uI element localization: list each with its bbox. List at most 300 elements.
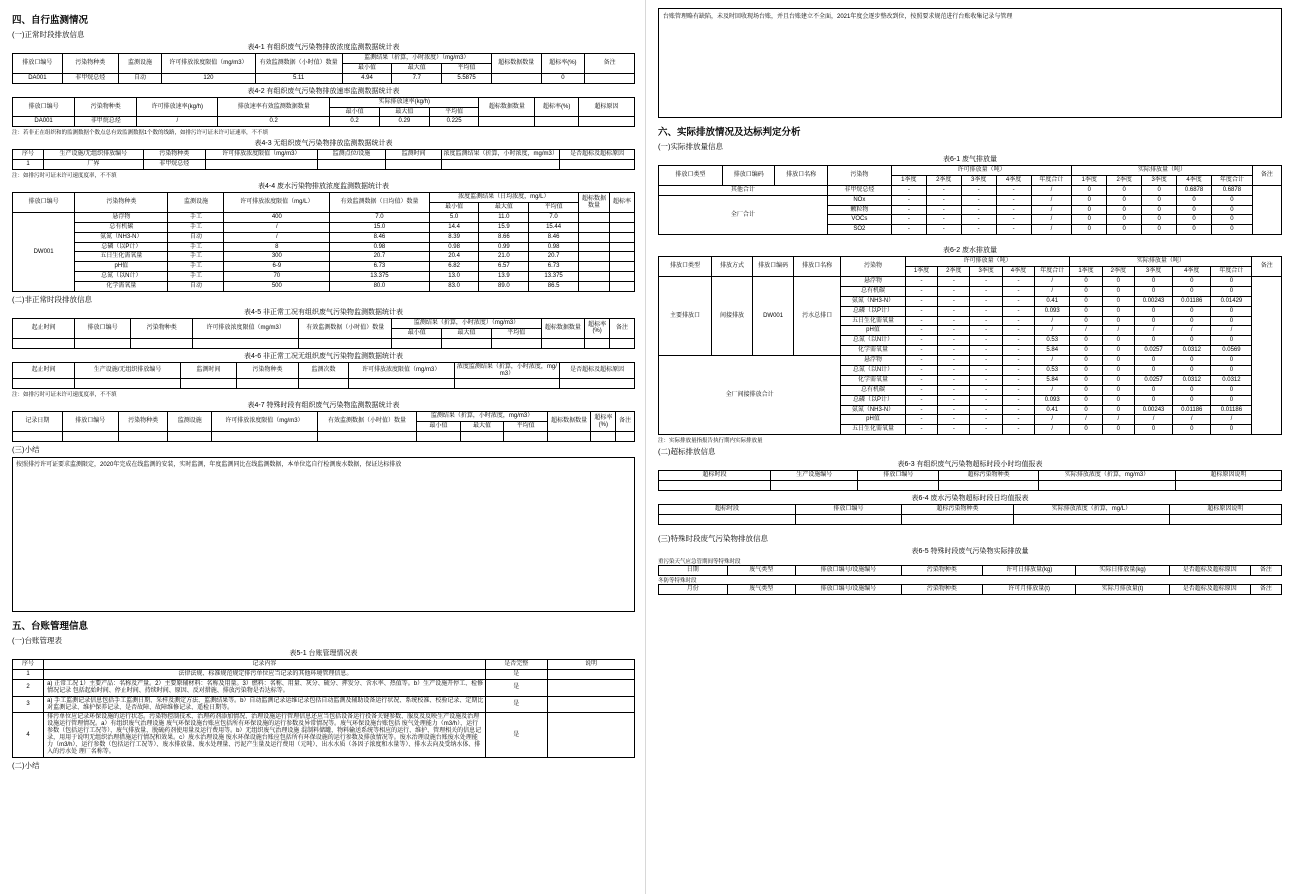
cell: / bbox=[1031, 225, 1072, 235]
th-exceed-rate: 超标率 bbox=[610, 193, 635, 213]
table-row bbox=[13, 242, 635, 252]
section-4-summary-box: 按照排污许可证要求监测限定，2020年完成在线监测的安装，实时监测，年度监测同比在线监测数据，本单位迄自行检测废水数据，保证达标排放 bbox=[12, 457, 635, 612]
th-point: 监测点位/设施 bbox=[317, 150, 385, 160]
cell-mode: 间接排放 bbox=[711, 277, 752, 356]
cell: - bbox=[961, 195, 996, 205]
th-exceed-count: 超标数据数量 bbox=[547, 412, 591, 432]
cell: DA001 bbox=[13, 73, 63, 83]
th-permit-amount: 许可排放量（吨） bbox=[905, 257, 1070, 267]
cell bbox=[299, 379, 349, 389]
cell: - bbox=[1002, 405, 1034, 415]
cell: 0 bbox=[1134, 425, 1172, 435]
cell: pH值 bbox=[841, 326, 906, 336]
cell: 0 bbox=[1211, 306, 1252, 316]
cell bbox=[491, 338, 541, 348]
cell: 0 bbox=[1211, 395, 1252, 405]
cell: 0.01186 bbox=[1173, 296, 1211, 306]
cell: 0 bbox=[1070, 405, 1102, 415]
cell: 0.093 bbox=[1035, 395, 1070, 405]
cell: - bbox=[961, 185, 996, 195]
cell: 0 bbox=[1173, 356, 1211, 366]
cell: 7.0 bbox=[330, 212, 430, 222]
cell: 0 bbox=[1211, 366, 1252, 376]
cell: 颗粒物 bbox=[827, 205, 891, 215]
cell: 悬浮物 bbox=[841, 277, 906, 287]
th-outlet-code: 排放口编码 bbox=[753, 257, 794, 277]
cell bbox=[62, 432, 118, 442]
cell bbox=[578, 117, 634, 127]
cell: 五日生化需氧量 bbox=[841, 425, 906, 435]
cell: 0 bbox=[1134, 356, 1172, 366]
cell-remark bbox=[1252, 277, 1282, 435]
cell: NOx bbox=[827, 195, 891, 205]
cell bbox=[610, 242, 635, 252]
th-pollutant: 污染物 bbox=[827, 166, 891, 186]
cell: 总氮（以N计） bbox=[75, 272, 168, 282]
cell: 0 bbox=[1134, 366, 1172, 376]
cell: 0.41 bbox=[1035, 296, 1070, 306]
cell: 20.7 bbox=[529, 252, 579, 262]
cell: 五日生化需氧量 bbox=[75, 252, 168, 262]
th-pollutant: 污染物种类 bbox=[143, 150, 205, 160]
cell: 0.0569 bbox=[1211, 346, 1252, 356]
cell: 0.0312 bbox=[1173, 375, 1211, 385]
cell bbox=[578, 282, 609, 292]
cell: / bbox=[1031, 185, 1072, 195]
cell: 6-9 bbox=[224, 262, 330, 272]
cell: 非甲烷总烃 bbox=[827, 185, 891, 195]
cell bbox=[1176, 481, 1282, 491]
th-permit-amount: 许可排放量（吨） bbox=[891, 166, 1071, 176]
th-outlet-code: 排放口编码 bbox=[723, 166, 775, 186]
cell: 0.98 bbox=[529, 242, 579, 252]
cell: - bbox=[891, 215, 926, 225]
th-outlet-name: 排放口名称 bbox=[794, 257, 841, 277]
table-4-1-title: 表4-1 有组织废气污染物排放浓度监测数据统计表 bbox=[247, 44, 400, 51]
cell: 5.5875 bbox=[442, 73, 492, 83]
cell: - bbox=[970, 415, 1002, 425]
th-facility: 生产设施/无组织排放编号 bbox=[75, 362, 181, 379]
table-row bbox=[13, 232, 635, 242]
cell bbox=[901, 514, 1013, 524]
cell: 悬浮物 bbox=[75, 212, 168, 222]
cell: 是 bbox=[485, 713, 547, 757]
cell: 8.46 bbox=[529, 232, 579, 242]
cell: a) 正常工况 1）主要产品：名称及产量。2）主要原辅材料：名称及用量。3）燃料：名称、用量、灰分、硫分、挥发分、含水率、热值等。b）生产设施开停工、检修情况记录 包括起始时间、停止时间、持续时间、原因、反对措施、排放污染物是否达标等。 bbox=[44, 679, 486, 696]
table-row bbox=[659, 565, 1282, 575]
cell-group-total: 全厂合计 bbox=[659, 195, 828, 235]
cell: 0.225 bbox=[429, 117, 479, 127]
section-4-title: 四、自行监测情况 bbox=[12, 15, 89, 26]
cell: 非甲烷总烃 bbox=[62, 73, 118, 83]
cell bbox=[560, 160, 635, 170]
cell: 排污单位应记录环保设施的运行状态。污染物控制技术、治理药剂添加情况、治理设施运行管理信息还应当包括设备运行投备关键参数、服反及反映生产设施及治理设施运行管理情况。a）有组织废气治理设施 废气环保设施台账应包括所有环保设施的运行参数及异常情况等。废气环保设施台账包括 废气处理能力（m3/h）、运行参数（包括运行工况等）、废气排放量、脱硫药剂使用量及运行费用等。b）无组织废气治理设施 混制料储罐、物料输送系统等相应的运行、维护、管理相关的信息记录，用用于说明无组织治理措施运行情况和效果。c）废水治理设施 废水环保设施台账应包括所有环保设施的运行参数及排放情况等。废水治理设施台账废水处理能力（m3/h）、运行参数（包括运行工况等）、废水排放量、废水处理量、污泥产生量及运行费用（元吨）、出水水质（各因子浓度和水量等）、排水去向及受纳水体、排入的污水处 理厂名称等。 bbox=[44, 713, 486, 757]
cell: 15.44 bbox=[529, 222, 579, 232]
th-q4: 4季度 bbox=[1173, 267, 1211, 277]
cell: - bbox=[970, 306, 1002, 316]
th-exceed: 是否超标及超标原因 bbox=[1169, 584, 1250, 594]
th-result: 监测结果（折算，小时浓度）（mg/m3） bbox=[392, 319, 541, 329]
cell bbox=[610, 232, 635, 242]
cell: 0 bbox=[541, 73, 585, 83]
th-remark: 备注 bbox=[585, 54, 635, 74]
table-6-2 bbox=[658, 256, 1282, 435]
cell bbox=[610, 212, 635, 222]
th-min: 最小值 bbox=[392, 328, 442, 338]
cell: 0 bbox=[1142, 205, 1177, 215]
cell: - bbox=[970, 277, 1002, 287]
cell: 0 bbox=[1102, 366, 1134, 376]
cell bbox=[610, 262, 635, 272]
table-row bbox=[659, 166, 1282, 176]
cell bbox=[317, 160, 385, 170]
cell: - bbox=[996, 185, 1031, 195]
cell: 0.6878 bbox=[1177, 185, 1212, 195]
section-4-sub-1: (一)正常时段排放信息 bbox=[12, 30, 85, 39]
cell: 0 bbox=[1070, 385, 1102, 395]
cell: 83.0 bbox=[429, 282, 479, 292]
cell: - bbox=[938, 346, 970, 356]
cell: 0.093 bbox=[1035, 306, 1070, 316]
cell: 0 bbox=[1102, 286, 1134, 296]
table-6-4 bbox=[658, 504, 1282, 525]
cell: 0 bbox=[1107, 215, 1142, 225]
table-row bbox=[659, 257, 1282, 267]
cell bbox=[547, 679, 634, 696]
th-result: 浓度监测结果（折算，小时浓度，mg/m3） bbox=[454, 362, 560, 379]
cell: - bbox=[926, 215, 961, 225]
table-4-5-title: 表4-5 非正常工况有组织废气污染物监测数据统计表 bbox=[243, 309, 404, 317]
th-exceed: 是否超标及超标原因 bbox=[560, 150, 635, 160]
cell bbox=[504, 432, 548, 442]
cell: 0 bbox=[1173, 277, 1211, 287]
cell bbox=[454, 379, 560, 389]
cell: 0.41 bbox=[1035, 405, 1070, 415]
cell: 0 bbox=[1173, 336, 1211, 346]
cell bbox=[75, 338, 131, 348]
th-remark: 备注 bbox=[610, 319, 635, 339]
cell bbox=[610, 252, 635, 262]
cell: - bbox=[996, 195, 1031, 205]
cell: - bbox=[961, 215, 996, 225]
cell: 20.4 bbox=[429, 252, 479, 262]
th-exceed-rate: 超标率(%) bbox=[585, 319, 610, 339]
cell: 0.2 bbox=[330, 117, 380, 127]
cell bbox=[75, 379, 181, 389]
cell bbox=[236, 379, 298, 389]
th-actual-amount: 实际排放量（吨） bbox=[1070, 257, 1252, 267]
cell: 0 bbox=[1070, 395, 1102, 405]
cell: 总有机碳 bbox=[75, 222, 168, 232]
cell: 0 bbox=[1102, 316, 1134, 326]
cell bbox=[578, 272, 609, 282]
cell bbox=[771, 481, 858, 491]
cell: 0 bbox=[1070, 356, 1102, 366]
cell: SO2 bbox=[827, 225, 891, 235]
th-remark: 备注 bbox=[1250, 565, 1281, 575]
cell: 自动 bbox=[118, 73, 162, 83]
th-outlet-type: 排放口类型 bbox=[659, 166, 723, 186]
cell: 0 bbox=[1177, 195, 1212, 205]
cell: - bbox=[938, 316, 970, 326]
th-pollutant: 污染物 bbox=[841, 257, 906, 277]
cell: a) 手工监测记录信息包括手工监测日期、采样及测定方法、监测结果等。b）自动监测记录运维记录包括自动监测及辅助设备运行状况、系统校准、校验记录、定期比对监测记录、维护保养记录、是否故障、故障维修记录、遥检日期等。 bbox=[44, 696, 486, 713]
cell: - bbox=[891, 185, 926, 195]
cell bbox=[578, 212, 609, 222]
th-limit: 许可排放浓度限值（mg/m3） bbox=[212, 412, 318, 432]
cell: 0 bbox=[1070, 316, 1102, 326]
cell: 0 bbox=[1102, 306, 1134, 316]
th-reason: 超标原因说明 bbox=[1176, 471, 1282, 481]
cell: 0 bbox=[1070, 346, 1102, 356]
th-limit: 许可排放浓度限值（mg/L） bbox=[224, 193, 330, 213]
table-row bbox=[659, 356, 1282, 366]
table-row bbox=[13, 262, 635, 272]
cell: 500 bbox=[224, 282, 330, 292]
cell: 0 bbox=[1070, 277, 1102, 287]
th-avg: 平均值 bbox=[504, 422, 548, 432]
section-6-sub-1: (一)实际排放量信息 bbox=[658, 142, 723, 151]
cell: 5.0 bbox=[429, 212, 479, 222]
th-min: 最小值 bbox=[330, 107, 380, 117]
table-4-1 bbox=[12, 53, 635, 84]
cell: - bbox=[996, 225, 1031, 235]
th-pollutant: 污染物种类 bbox=[75, 97, 137, 117]
cell: 400 bbox=[224, 212, 330, 222]
th-count: 有效监测数据（日均值）数量 bbox=[330, 193, 430, 213]
th-actual-day: 实际日排放量(kg) bbox=[1076, 565, 1169, 575]
cell: 0.53 bbox=[1035, 336, 1070, 346]
cell bbox=[610, 222, 635, 232]
cell: 0 bbox=[1173, 306, 1211, 316]
th-exceed-reason: 超标原因 bbox=[578, 97, 634, 117]
cell: 14.4 bbox=[429, 222, 479, 232]
section-4-sub-3: (三)小结 bbox=[12, 445, 40, 455]
cell: 0 bbox=[1211, 385, 1252, 395]
cell bbox=[547, 432, 591, 442]
cell: - bbox=[905, 385, 937, 395]
cell: 0 bbox=[1212, 205, 1253, 215]
cell: - bbox=[938, 385, 970, 395]
table-4-7-title: 表4-7 特殊时段有组织废气污染物监测数据统计表 bbox=[247, 402, 400, 410]
th-actual-rate: 实际排放速率(kg/h) bbox=[330, 97, 479, 107]
cell: / bbox=[1173, 415, 1211, 425]
cell: 0 bbox=[1107, 185, 1142, 195]
th-pollutant: 污染物种类 bbox=[901, 584, 982, 594]
th-min: 最小值 bbox=[417, 422, 461, 432]
th-year: 年度合计 bbox=[1031, 175, 1072, 185]
cell: / bbox=[1102, 415, 1134, 425]
cell: 0.00243 bbox=[1134, 296, 1172, 306]
right-column bbox=[646, 0, 1292, 894]
cell: DA001 bbox=[13, 117, 75, 127]
cell: - bbox=[970, 316, 1002, 326]
cell-group-plant-total: 全厂间接排放合计 bbox=[659, 356, 841, 435]
th-q3: 3季度 bbox=[1134, 267, 1172, 277]
cell: 自动 bbox=[168, 232, 224, 242]
cell: / bbox=[1031, 215, 1072, 225]
cell bbox=[442, 338, 492, 348]
th-remark: 备注 bbox=[1250, 584, 1281, 594]
cell: 0 bbox=[1211, 286, 1252, 296]
cell: - bbox=[970, 286, 1002, 296]
th-times: 监测次数 bbox=[299, 362, 349, 379]
th-outlet: 排放口编号 bbox=[75, 319, 131, 339]
cell: 手工 bbox=[168, 242, 224, 252]
table-row bbox=[13, 150, 635, 160]
cell: 0 bbox=[1072, 215, 1107, 225]
th-permit-month: 许可月排放量(t) bbox=[982, 584, 1075, 594]
table-row bbox=[13, 193, 635, 203]
th-valid-count: 排放速率有效监测数据数量 bbox=[218, 97, 330, 117]
cell: 化学需氧量 bbox=[75, 282, 168, 292]
th-facility: 生产设施编号 bbox=[771, 471, 858, 481]
section-4-sub-2: (二)非正常时段排放信息 bbox=[12, 295, 92, 305]
cell: VOCs bbox=[827, 215, 891, 225]
cell: - bbox=[905, 277, 937, 287]
cell-code: DW001 bbox=[753, 277, 794, 356]
cell: 1 bbox=[13, 669, 44, 679]
th-q1: 1季度 bbox=[891, 175, 926, 185]
cell: - bbox=[905, 346, 937, 356]
cell bbox=[205, 160, 317, 170]
cell: - bbox=[905, 286, 937, 296]
cell bbox=[560, 379, 635, 389]
th-limit: 许可排放浓度限值（mg/m3） bbox=[162, 54, 255, 74]
table-6-2-title: 表6-2 废水排放量 bbox=[942, 247, 998, 255]
cell: / bbox=[1134, 326, 1172, 336]
th-max: 最大值 bbox=[460, 422, 504, 432]
cell: 3 bbox=[13, 696, 44, 713]
cell: 0.0312 bbox=[1211, 375, 1252, 385]
cell: / bbox=[1035, 326, 1070, 336]
cell bbox=[13, 379, 75, 389]
cell: - bbox=[891, 205, 926, 215]
table-4-3 bbox=[12, 149, 635, 170]
cell: - bbox=[996, 215, 1031, 225]
cell: 8.39 bbox=[429, 232, 479, 242]
table-4-7 bbox=[12, 411, 635, 442]
th-actual-month: 实际月排放量(t) bbox=[1076, 584, 1169, 594]
cell: - bbox=[1002, 336, 1034, 346]
cell: pH值 bbox=[841, 415, 906, 425]
cell: - bbox=[970, 425, 1002, 435]
cell: / bbox=[1035, 385, 1070, 395]
cell: 0 bbox=[1134, 316, 1172, 326]
cell bbox=[585, 73, 635, 83]
cell: 8.46 bbox=[330, 232, 430, 242]
cell: - bbox=[938, 326, 970, 336]
th-q1: 1季度 bbox=[1070, 267, 1102, 277]
cell: 8.66 bbox=[479, 232, 529, 242]
cell: - bbox=[1002, 385, 1034, 395]
cell: - bbox=[1002, 346, 1034, 356]
cell: 0 bbox=[1102, 385, 1134, 395]
cell: 2 bbox=[13, 679, 44, 696]
cell: - bbox=[938, 405, 970, 415]
cell: 手工 bbox=[168, 222, 224, 232]
th-index: 序号 bbox=[13, 660, 44, 670]
cell: 0 bbox=[1134, 277, 1172, 287]
cell: 0.29 bbox=[379, 117, 429, 127]
th-q3: 3季度 bbox=[1142, 175, 1177, 185]
cell: - bbox=[1002, 286, 1034, 296]
cell: 0 bbox=[1107, 205, 1142, 215]
th-time: 监测时间 bbox=[386, 150, 442, 160]
cell: 120 bbox=[162, 73, 255, 83]
cell: / bbox=[1211, 326, 1252, 336]
th-count: 有效监测数据（小时值）数量 bbox=[299, 319, 392, 339]
cell: 0.99 bbox=[479, 242, 529, 252]
cell: 0 bbox=[1070, 286, 1102, 296]
th-avg: 平均值 bbox=[529, 203, 579, 213]
cell: 0.00243 bbox=[1134, 405, 1172, 415]
th-result: 浓度监测结果（日均浓度，mg/L） bbox=[429, 193, 578, 203]
cell: - bbox=[1002, 366, 1034, 376]
cell: 0 bbox=[1102, 277, 1134, 287]
cell: / bbox=[224, 232, 330, 242]
cell: - bbox=[1002, 277, 1034, 287]
th-year: 年度合计 bbox=[1211, 267, 1252, 277]
cell: 0 bbox=[1102, 336, 1134, 346]
table-row bbox=[13, 282, 635, 292]
cell: pH值 bbox=[75, 262, 168, 272]
cell: - bbox=[905, 306, 937, 316]
cell: - bbox=[938, 395, 970, 405]
cell: / bbox=[1102, 326, 1134, 336]
cell: 15.0 bbox=[330, 222, 430, 232]
th-content: 记录内容 bbox=[44, 660, 486, 670]
cell: - bbox=[905, 395, 937, 405]
cell bbox=[610, 272, 635, 282]
cell bbox=[212, 432, 318, 442]
th-actual-amount: 实际排放量（吨） bbox=[1072, 166, 1252, 176]
th-remark: 备注 bbox=[616, 412, 635, 432]
cell: - bbox=[926, 205, 961, 215]
cell: / bbox=[1035, 425, 1070, 435]
cell: 法律法规、标准规范规定排污单位应当记录的其他环境管理信息。 bbox=[44, 669, 486, 679]
th-remark: 备注 bbox=[1252, 257, 1282, 277]
table-row bbox=[659, 584, 1282, 594]
cell: - bbox=[905, 415, 937, 425]
cell: 0 bbox=[1102, 375, 1134, 385]
th-min: 最小值 bbox=[429, 203, 479, 213]
cell: 0 bbox=[1173, 286, 1211, 296]
th-result: 监测结果（折算，小时浓度，mg/m3） bbox=[417, 412, 548, 422]
cell bbox=[796, 514, 902, 524]
table-6-3-title: 表6-3 有组织废气污染物超标时段小时均值报表 bbox=[897, 461, 1043, 469]
th-min: 最小值 bbox=[342, 63, 392, 73]
th-pollutant: 超标污染物种类 bbox=[901, 505, 1013, 515]
cell: 0 bbox=[1102, 425, 1134, 435]
cell: 总有机碳 bbox=[841, 385, 906, 395]
cell: - bbox=[970, 375, 1002, 385]
cell: 15.9 bbox=[479, 222, 529, 232]
cell: 0 bbox=[1070, 425, 1102, 435]
table-5-1-title: 表5-1 台账管理情况表 bbox=[289, 650, 358, 658]
table-6-4-title: 表6-4 废水污染物超标时段日均值报表 bbox=[911, 495, 1029, 503]
cell: - bbox=[938, 277, 970, 287]
cell-group-main-outlet: 主要排放口 bbox=[659, 277, 712, 356]
th-permit-day: 许可日排放量(kg) bbox=[982, 565, 1075, 575]
th-pollutant: 超标污染物种类 bbox=[939, 471, 1039, 481]
table-row bbox=[659, 514, 1282, 524]
th-index: 序号 bbox=[13, 150, 44, 160]
cell bbox=[578, 222, 609, 232]
cell: 0 bbox=[1173, 425, 1211, 435]
cell bbox=[392, 338, 442, 348]
cell bbox=[348, 379, 454, 389]
